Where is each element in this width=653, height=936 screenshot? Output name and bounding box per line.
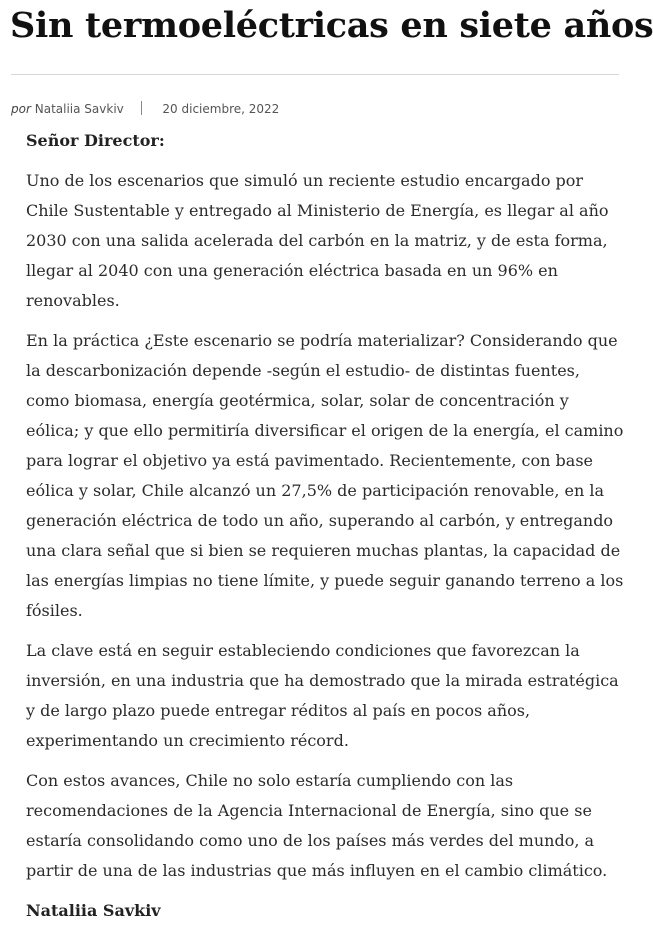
- salutation: Señor Director:: [26, 131, 165, 150]
- article-body: [26, 126, 624, 936]
- paragraph: En la práctica ¿Este escenario se podría materializar? Considerando que la descarbonización depende -según el estudio- de distintas fuentes, como biomasa, energía geotérmica, solar, solar de concentración y eólica; y que ello permitiría diversificar el origen de la energía, el camino para lograr el objetivo ya está pavimentado. Recientemente, con base eólica y solar, Chile alcanzó un 27,5% de participación renovable, en la generación eléctrica de todo un año, superando al carbón, y entregando una clara señal que si bien se requieren muchas plantas, la capacidad de las energías limpias no tiene límite, y puede seguir ganando terreno a los fósiles.: [26, 331, 624, 620]
- paragraph: Con estos avances, Chile no solo estaría cumpliendo con las recomendaciones de la Agencia Internacional de Energía, sino que se estaría consolidando como uno de los países más verdes del mundo, a partir de una de las industrias que más influyen en el cambio climático.: [26, 771, 608, 880]
- signature: Nataliia Savkiv: [26, 901, 161, 920]
- paragraph: La clave está en seguir estableciendo condiciones que favorezcan la inversión, en una industria que ha demostrado que la mirada estratégica y de largo plazo puede entregar réditos al país en pocos años, experimentando un crecimiento récord.: [26, 641, 619, 750]
- title-divider: [11, 74, 619, 75]
- byline-separator: [141, 101, 142, 115]
- byline-author[interactable]: Nataliia Savkiv: [34, 102, 124, 116]
- byline: [11, 100, 279, 118]
- byline-prefix: por: [11, 102, 31, 116]
- paragraph: Uno de los escenarios que simuló un reciente estudio encargado por Chile Sustentable y entregado al Ministerio de Energía, es llegar al año 2030 con una salida acelerada del carbón en la matriz, y de esta forma, llegar al 2040 con una generación eléctrica basada en un 96% en renovables.: [26, 171, 609, 310]
- byline-date: 20 diciembre, 2022: [162, 102, 280, 116]
- article-title: Sin termoeléctricas en siete años: [10, 5, 653, 46]
